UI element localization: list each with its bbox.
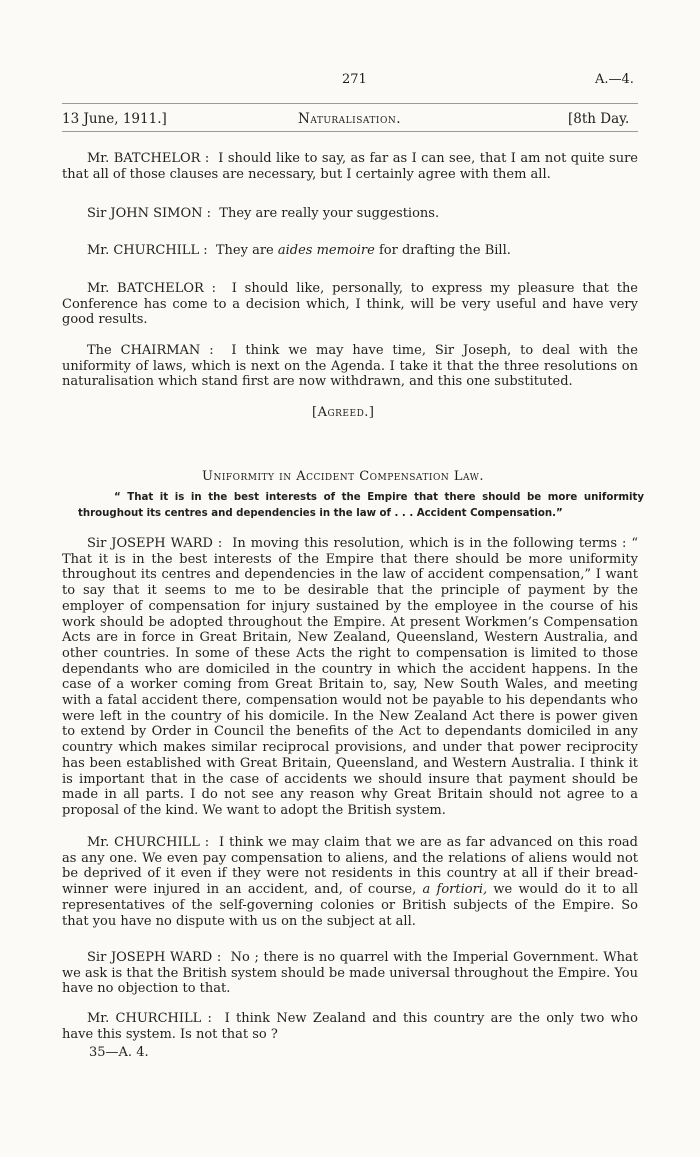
header-subject: Naturalisation. bbox=[298, 111, 401, 127]
header-date: 13 June, 1911.] bbox=[62, 111, 167, 127]
speech-churchill-1 bbox=[62, 243, 638, 259]
speech-text: I should like to say, as far as I can see, that I am not quite sure that all of those clauses are necessary, but I certainly agree with them all. bbox=[62, 151, 638, 182]
speech-text: I think New Zealand and this country are the only two who have this system. Is not that so ? bbox=[62, 1011, 639, 1042]
speaker-name: Mr. CHURCHILL : bbox=[87, 835, 210, 850]
speech-text: No ; there is no quarrel with the Imperial Government. What we ask is that the British system should be made universal throughout the Empire. You have no objection to that. bbox=[62, 950, 639, 997]
speech-italic: aides memoire bbox=[277, 243, 375, 258]
speaker-name: Sir JOHN SIMON : bbox=[87, 206, 212, 221]
resolution-text: “ That it is in the best interests of the Empire that there should be more uniformity throughout its centres and dependencies in the law of . . . Accident Compensation.” bbox=[78, 492, 644, 519]
speaker-name: Mr. BATCHELOR : bbox=[87, 281, 217, 296]
speaker-name: The CHAIRMAN : bbox=[87, 343, 214, 358]
speech-text: In moving this resolution, which is in the following terms : “ That it is in the best interests of the Empire that there should be more uniformity throughout its centres and dependencies in the law of accident compensation,” I want to say that it seems to me to be desirable that the principle of payment by the employer of compensation for injury sustained by the employee in the course of his work should be adopted throughout the Empire. At present Workmen’s Compensation Acts are in force in Great Britain, New Zealand, Queensland, Western Australia, and other countries. In some of these Acts the right to compensation is limited to those dependants who are domiciled in the country in which the accident happens. In the case of a worker coming from Great Britain to, say, New South Wales, and meeting with a fatal accident there, compensation would not be payable to his dependants who were left in the country of his domicile. In the New Zealand Act there is power given to extend by Order in Council the benefits of the Act to dependants domiciled in any country which makes similar reciprocal provisions, and under that power reciprocity has been established with Great Britain, Queensland, and Western Australia. I think it is important that in the case of accidents we should insure that payment should be made in all parts. I do not see any reason why Great Britain should not agree to a proposal of the kind. We want to adopt the British system. bbox=[62, 536, 638, 818]
speech-chairman bbox=[62, 343, 638, 390]
speaker-name: Sir JOSEPH WARD : bbox=[87, 536, 223, 551]
speech-text: They are bbox=[215, 243, 274, 258]
speech-text: I think we may claim that we are as far advanced on this road as any one. We even pay compensation to aliens, and the relations of aliens would not be deprived of it even if they were not residents in this country at all if their bread-winner were injured in an accident, and, of course, bbox=[62, 835, 638, 898]
section-heading: Uniformity in Accident Compensation Law. bbox=[202, 469, 485, 484]
speech-text: I think we may have time, Sir Joseph, to deal with the uniformity of laws, which is next on the Agenda. I take it that the three resolutions on naturalisation which stand first are now withdrawn, and this one substituted. bbox=[62, 343, 638, 390]
header-rule-bottom bbox=[62, 131, 638, 132]
speech-text: They are really your suggestions. bbox=[219, 206, 440, 221]
speaker-name: Sir JOSEPH WARD : bbox=[87, 950, 222, 965]
speaker-name: Mr. BATCHELOR : bbox=[87, 151, 210, 166]
speaker-name: Mr. CHURCHILL : bbox=[87, 1011, 212, 1026]
speech-batchelor-1 bbox=[62, 151, 638, 182]
speech-italic: a fortiori, bbox=[422, 882, 488, 898]
header-day: [8th Day. bbox=[568, 111, 630, 127]
document-reference: A.—4. bbox=[595, 72, 634, 87]
speaker-name: Mr. CHURCHILL : bbox=[87, 243, 208, 258]
speech-text: for drafting the Bill. bbox=[378, 243, 511, 258]
agreed-note: [Agreed.] bbox=[312, 405, 375, 420]
footer-signature: 35—A. 4. bbox=[89, 1045, 149, 1060]
page-number: 271 bbox=[342, 72, 367, 87]
speech-churchill-2 bbox=[62, 835, 638, 929]
speech-text: we would do it to all representatives of the self-governing colonies or British subjects of the Empire. So that you have no dispute with us on the subject at all. bbox=[62, 882, 639, 929]
speech-batchelor-2 bbox=[62, 281, 638, 328]
speech-ward-2 bbox=[62, 950, 638, 997]
speech-churchill-3 bbox=[62, 1011, 638, 1042]
speech-simon bbox=[62, 206, 638, 222]
speech-text: I should like, personally, to express my pleasure that the Conference has come to a decision which, I think, will be very useful and have very good results. bbox=[62, 281, 639, 328]
header-rule-top bbox=[62, 103, 638, 104]
speech-ward-1 bbox=[62, 536, 638, 819]
